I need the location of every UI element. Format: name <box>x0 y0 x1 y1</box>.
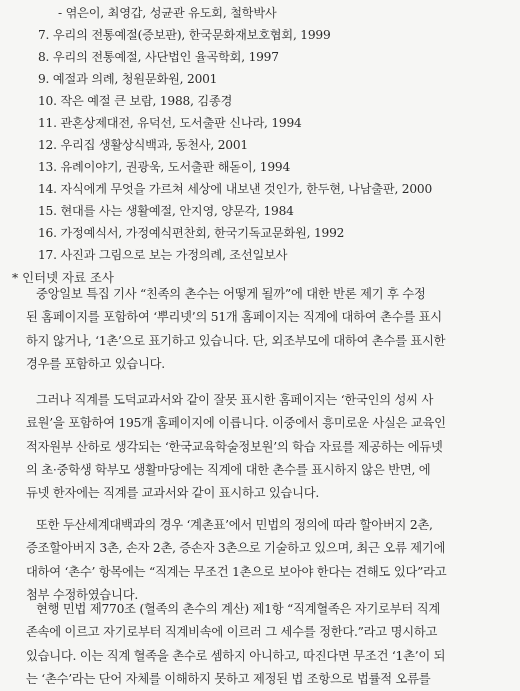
paragraph <box>26 389 502 505</box>
reference-number: 10. <box>38 94 57 108</box>
reference-item <box>38 26 331 43</box>
reference-number: 7. <box>38 28 50 42</box>
reference-item <box>38 92 232 109</box>
reference-text: - 엮은이, 최영갑, 성균관 유도회, 철학박사 <box>58 6 277 20</box>
reference-text: 유례이야기, 권광욱, 도서출판 해돋이, 1994 <box>60 160 291 174</box>
reference-number: 12. <box>38 138 57 152</box>
paragraph-line: 는 ‘촌수’라는 단어 자체를 이해하지 못하고 제정된 법 조항으로 법률적 오류를 <box>26 671 431 686</box>
reference-item <box>38 114 302 131</box>
paragraph-line: 적자원부 산하로 생각되는 ‘한국교육학술정보원’의 학습 자료를 제공하는 에듀넷 <box>26 439 443 454</box>
paragraph-line: 현행 민법 제770조 (혈족의 촌수의 계산) 제1항 “직계혈족은 자기로부터 직계 <box>36 602 440 616</box>
paragraph-line: 료원’을 포함하여 195개 홈페이지에 이릅니다. 이중에서 흥미로운 사실은 교육인 <box>26 416 446 431</box>
section-heading: * 인터넷 자료 조사 <box>12 270 114 285</box>
reference-text: 가정예식서, 가정예식편찬회, 한국기독교문화원, 1992 <box>60 226 345 240</box>
paragraph <box>26 598 502 691</box>
reference-number: 16. <box>38 226 57 240</box>
reference-item <box>38 180 432 197</box>
paragraph-line: 있습니다. 이는 직계 혈족을 촌수로 셈하지 아니하고, 따진다면 무조건 ‘1촌’이 되 <box>26 648 446 663</box>
reference-text: 자식에게 무엇을 가르쳐 세상에 내보낸 것인가, 한두현, 나남출판, 2000 <box>60 182 433 196</box>
paragraph <box>26 514 502 607</box>
paragraph-line: 또한 두산세계대백과의 경우 ‘계촌표’에서 민법의 정의에 따라 할아버지 2촌, <box>36 518 433 532</box>
paragraph-line: 된 홈페이지를 포함하여 ‘뿌리넷’의 51개 홈페이지는 직계에 대하여 촌수를 표시 <box>26 310 442 325</box>
reference-number: 13. <box>38 160 57 174</box>
reference-item <box>38 202 294 219</box>
paragraph-line: 존속에 이르고 자기로부터 직계비속에 이르러 그 세수를 정한다.”라고 명시하고 <box>26 625 438 640</box>
paragraph <box>26 283 502 376</box>
reference-text: 우리집 생활상식백과, 동천사, 2001 <box>60 138 248 152</box>
paragraph-line: 경우를 포함하고 있습니다. <box>26 356 165 371</box>
reference-text: 현대를 사는 생활예절, 안지영, 양문각, 1984 <box>60 204 294 218</box>
reference-number: 15. <box>38 204 57 218</box>
paragraph-line: 중앙일보 특집 기사 “친족의 촌수는 어떻게 될까”에 대한 반론 제기 후 수정 <box>36 287 426 301</box>
paragraph-line: 하지 않거나, ‘1촌’으로 표기하고 있습니다. 단, 외조부모에 대하여 촌수를 표시한 <box>26 333 446 348</box>
reference-item <box>38 158 290 175</box>
reference-number: 17. <box>38 248 57 262</box>
reference-item <box>38 136 248 153</box>
reference-number: 11. <box>38 116 57 130</box>
reference-text: 관혼상제대전, 유덕선, 도서출판 신나라, 1994 <box>60 116 302 130</box>
reference-item <box>38 48 279 65</box>
reference-number: 8. <box>38 50 50 64</box>
reference-number: 9. <box>38 72 50 86</box>
paragraph-line: 듀넷 한자에는 직계를 교과서와 같이 표시하고 있습니다. <box>26 486 320 501</box>
reference-item <box>38 224 344 241</box>
paragraph-line: 첨부 수정하였습니다. <box>26 587 138 602</box>
paragraph-line: 의 초·중학생 학부모 생활마당에는 직계에 대한 촌수를 표시하지 않은 반면, 에 <box>26 462 431 477</box>
reference-item <box>38 246 287 263</box>
reference-text: 작은 예절 큰 보람, 1988, 김종경 <box>60 94 233 108</box>
reference-text: 예절과 의례, 청원문화원, 2001 <box>52 72 218 86</box>
reference-item <box>38 70 217 87</box>
reference-item <box>58 4 276 21</box>
reference-text: 사진과 그림으로 보는 가정의례, 조선일보사 <box>60 248 288 262</box>
reference-text: 우리의 전통예절(증보판), 한국문화재보호협회, 1999 <box>52 28 331 42</box>
reference-text: 우리의 전통예절, 사단법인 율곡학회, 1997 <box>52 50 279 64</box>
paragraph-line: 그러나 직계를 도덕교과서와 같이 잘못 표시한 홈페이지는 ‘한국인의 성씨 사 <box>36 393 434 407</box>
paragraph-line: 대하여 ‘촌수’ 항목에는 “직계는 무조건 1촌으로 보아야 한다는 견해도 있다”라고 <box>26 564 447 579</box>
paragraph-line: 증조할아버지 3촌, 손자 2촌, 증손자 3촌으로 기술하고 있으며, 최근 오류 제기에 <box>26 541 446 556</box>
reference-number: 14. <box>38 182 57 196</box>
